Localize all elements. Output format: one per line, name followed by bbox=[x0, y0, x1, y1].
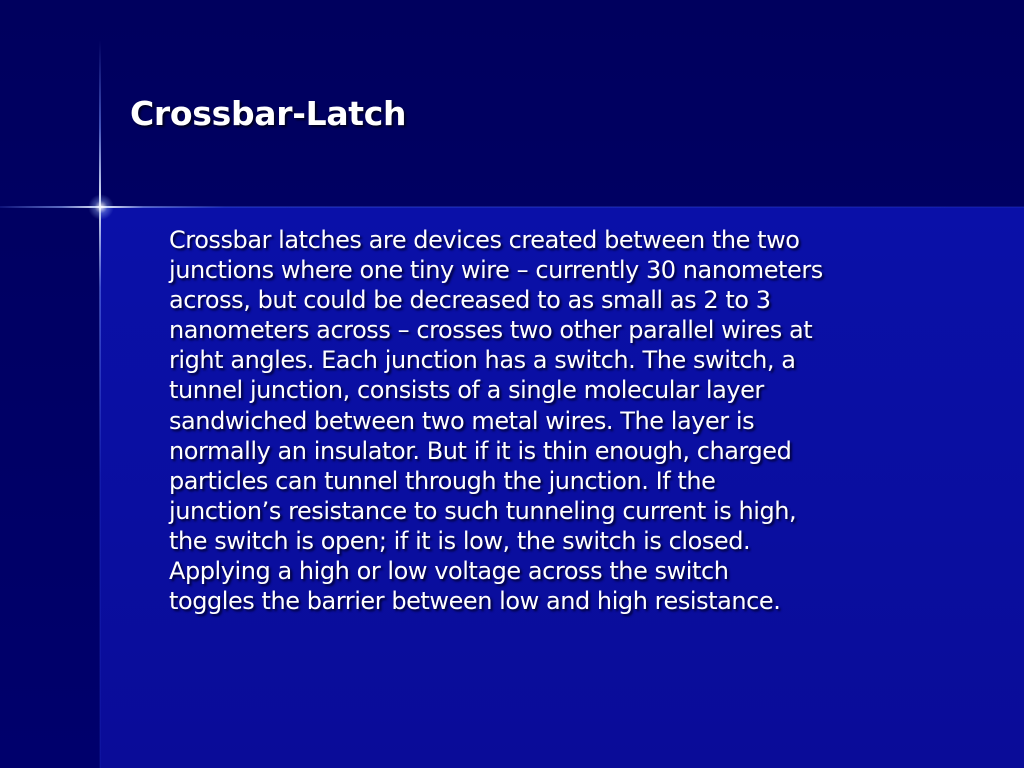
body-line: sandwiched between two metal wires. The layer is bbox=[169, 406, 755, 435]
body-line: nanometers across – crosses two other parallel wires at bbox=[169, 316, 813, 345]
sparkle-icon bbox=[88, 194, 114, 220]
body-line: toggles the barrier between low and high resistance. bbox=[169, 587, 781, 616]
body-line: Applying a high or low voltage across the switch bbox=[169, 557, 729, 586]
slide-title: Crossbar-Latch bbox=[130, 94, 407, 133]
body-line: Crossbar latches are devices created between the two bbox=[169, 226, 800, 254]
decorative-vertical-line bbox=[99, 40, 101, 768]
body-line: junctions where one tiny wire – currently 30 nanometers bbox=[169, 256, 823, 285]
body-line: the switch is open; if it is low, the switch is closed. bbox=[169, 526, 751, 555]
decorative-horizontal-line bbox=[0, 206, 1024, 208]
body-line: junction’s resistance to such tunneling current is high, bbox=[169, 496, 797, 525]
body-line: across, but could be decreased to as small as 2 to 3 bbox=[169, 286, 771, 315]
body-line: particles can tunnel through the junction. If the bbox=[169, 466, 716, 495]
body-line: normally an insulator. But if it is thin enough, charged bbox=[169, 436, 792, 465]
body-line: right angles. Each junction has a switch. The switch, a bbox=[169, 346, 796, 375]
slide-body-text bbox=[169, 225, 969, 616]
body-line: tunnel junction, consists of a single molecular layer bbox=[169, 376, 764, 405]
